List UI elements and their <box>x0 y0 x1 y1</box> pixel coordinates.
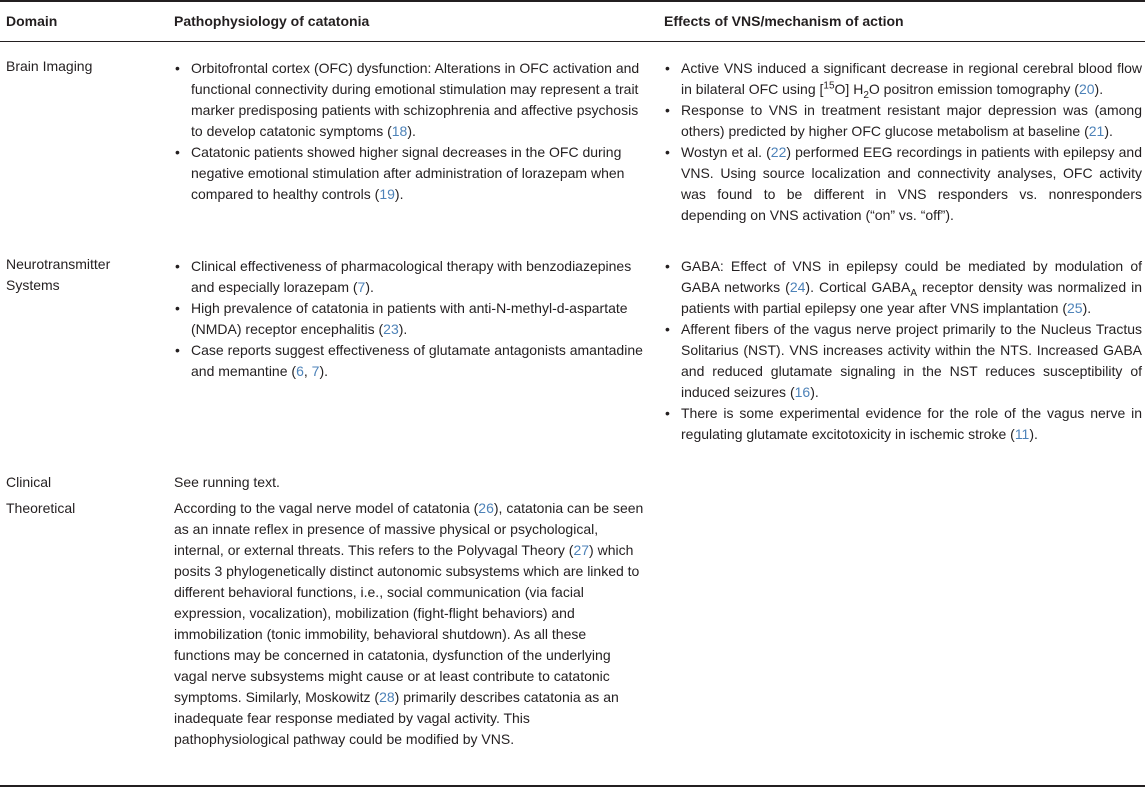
reference-link[interactable]: 11 <box>1014 426 1030 442</box>
reference-link[interactable]: 7 <box>311 363 320 379</box>
list-item: • Response to VNS in treatment resistant major depression was (among others) predicted by higher OFC glucose metabolism at baseline (21). <box>664 100 1142 142</box>
list-item: • Active VNS induced a significant decrease in regional cerebral blood flow in bilateral OFC using [$^{15}$O] $H_2O$ positron emission tomography (20). <box>664 58 1142 100</box>
header-rule <box>0 41 1145 42</box>
domain-theoretical: Theoretical <box>6 500 76 516</box>
list-item: • Catatonic patients showed higher signal decreases in the OFC during negative emotional stimulation after administration of lorazepam when compared to healthy controls (19). <box>174 142 646 205</box>
list-item: • GABA: Effect of VNS in epilepsy could be mediated by modulation of GABA networks (24). Cortical $GABA_A$ receptor density was normalized in patients with partial epilepsy one year after VNS implantation (25). <box>664 256 1142 319</box>
list-item: • Afferent fibers of the vagus nerve project primarily to the Nucleus Tractus Solitarius (NST). VNS increases activity within the NTS. Increased GABA and reduced glutamate signaling in the NST reduces susceptibility of induced seizures (16). <box>664 319 1142 403</box>
reference-link[interactable]: 7 <box>357 279 366 295</box>
list-item: • High prevalence of catatonia in patients with anti-N-methyl-d-aspartate (NMDA) receptor encephalitis (23). <box>174 298 646 340</box>
reference-link[interactable]: 6 <box>296 363 304 379</box>
effects-brain-imaging <box>664 58 1142 226</box>
reference-link[interactable]: 23 <box>383 321 399 337</box>
reference-link[interactable]: 25 <box>1066 300 1083 316</box>
reference-link[interactable]: 19 <box>379 186 395 202</box>
reference-link[interactable]: 24 <box>789 279 806 295</box>
domain-clinical: Clinical <box>6 474 52 490</box>
list-item: • Wostyn et al. (22) performed EEG recordings in patients with epilepsy and VNS. Using source localization and connectivity analyses, OFC activity was found to be different in VNS responders vs. nonresponders depending on VNS activation (“on” vs. “off”). <box>664 142 1142 226</box>
reference-link[interactable]: 27 <box>573 542 590 558</box>
reference-link[interactable]: 22 <box>770 144 787 160</box>
patho-theoretical: According to the vagal nerve model of catatonia (26), catatonia can be seen as an innate reflex in presence of massive physical or psychological, internal, or external threats. This refers to the Polyvagal Theory (27) which posits 3 phylogenetically distinct autonomic subsystems which are linked to different behavioral functions, i.e., social communication (via facial expression, vocalization), mobilization (fight-flight behaviors) and immobilization (tonic immobility, behavioral shutdown). As all these functions may be concerned in catatonia, dysfunction of the underlying vagal nerve subsystems might cause or at least contribute to catatonic symptoms. Similarly, Moskowitz (28) primarily describes catatonia as an inadequate fear response mediated by vagal activity. This pathophysiological pathway could be modified by VNS. <box>174 500 644 747</box>
reference-link[interactable]: 20 <box>1078 81 1095 97</box>
list-item: • There is some experimental evidence for the role of the vagus nerve in regulating glutamate excitotoxicity in ischemic stroke (11). <box>664 403 1142 445</box>
reference-link[interactable]: 18 <box>391 123 408 139</box>
header-domain: Domain <box>6 13 58 29</box>
bottom-rule <box>0 785 1145 787</box>
reference-link[interactable]: 26 <box>478 500 494 516</box>
list-item: • Orbitofrontal cortex (OFC) dysfunction: Alterations in OFC activation and functional connectivity during emotional stimulation may represent a trait marker predisposing patients with schizophrenia and affective psychosis to develop catatonic symptoms (18). <box>174 58 646 142</box>
domain-neurotransmitter-systems: Neurotransmitter Systems <box>6 256 111 293</box>
reference-link[interactable]: 28 <box>379 689 395 705</box>
list-item: • Clinical effectiveness of pharmacological therapy with benzodiazepines and especially lorazepam (7). <box>174 256 646 298</box>
patho-neurotransmitter <box>174 256 646 382</box>
effects-neurotransmitter <box>664 256 1142 445</box>
reference-link[interactable]: 16 <box>794 384 811 400</box>
patho-brain-imaging <box>174 58 646 205</box>
domain-brain-imaging: Brain Imaging <box>6 58 93 74</box>
patho-clinical: See running text. <box>174 474 280 490</box>
header-pathophysiology: Pathophysiology of catatonia <box>174 13 370 29</box>
top-rule <box>0 0 1145 2</box>
list-item: • Case reports suggest effectiveness of glutamate antagonists amantadine and memantine (6, 7). <box>174 340 646 382</box>
reference-link[interactable]: 21 <box>1088 123 1105 139</box>
header-effects-vns: Effects of VNS/mechanism of action <box>664 13 904 29</box>
